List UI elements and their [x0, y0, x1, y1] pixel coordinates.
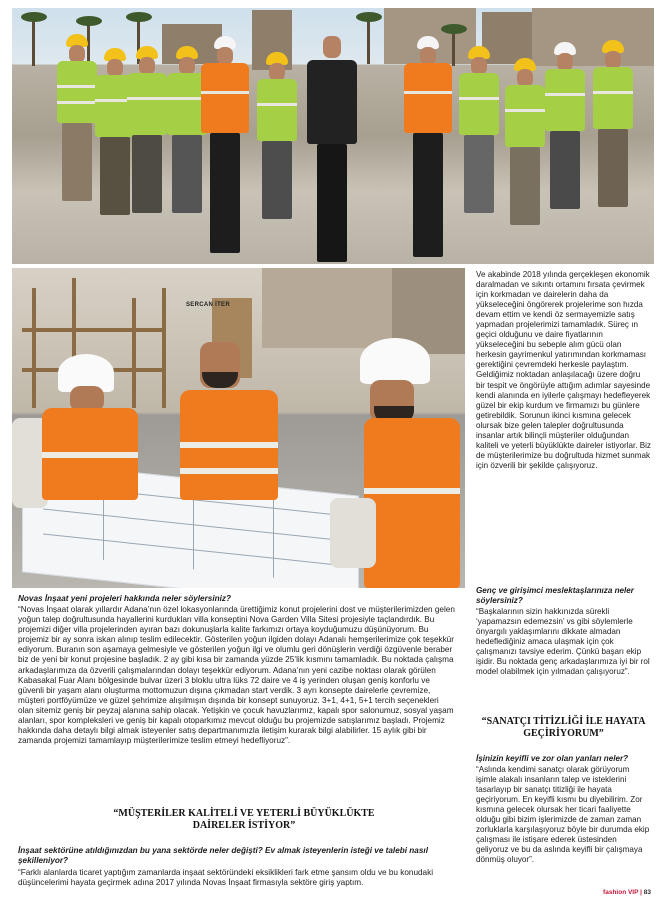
page-number: 83 — [643, 889, 651, 896]
group-photo — [12, 8, 654, 264]
answer-sector-change: “Farklı alanlarda ticaret yaptığım zamanlarda inşaat sektöründeki eksiklikleri fark etme şansım oldu ve bu konudaki düşüncelerimi hayata geçirmek adına 2017 yılında Novas İnşaat firmasıyla sektöre giriş yaptım. — [18, 868, 434, 888]
answer-pros-cons: “Aslında kendimi sanatçı olarak görüyorum işimle alakalı insanların talep ve isteklerini tasarlayıp bir sanatçı titizliği ile hayata geçiriyorum. En keyifli kısmı bu diyebilirim. Zor kısmına gelecek olursak her ticari faaliyette olduğu gibi bizim işlerimizde de zaman zaman zorluklarla karşılaşıyoruz böyle bir durumda ekip çalışması ile istişare ederek üstesinden geliyoruz ve bu da aslında keyifli bir çalışmaya dönmüş oluyor”. — [476, 765, 650, 865]
right-column-intro: Ve akabinde 2018 yılında gerçekleşen ekonomik daralmadan ve sıkıntı ortamını fırsata çevirmek için korkmadan ve dairelerin daha da yükseleceğini öngörerek projelerime son hızda devam ettim ve kendi öz sermayemizle satış yapmadan projelerimizi tamamladık. Süreç ın geçici olduğunu ve daire fiyatlarının yükseleceğini bu sebeple alım gücü olan herkesin gayrimenkul yatırımından korkmaması gerektiğini çevremdeki herkesle paylaştım. Geldiğimiz noktadan anlaşılacağı üzere doğru bir tespit ve öngörüyle attığım adımlar sayesinde kendi alanında en iyilerle çalışmayı hedefleyerek güzel bir ekip kurdum ve firmamızı bu günlere getirebildik. Sorunun ikinci kısmına gelecek olursak bize gelen talepler doğrultusunda insanlar artık bilinçli müşteriler olduğundan kaliteli ve yeterli büyüklükte daireler istiyorlar. Biz de müşterilerimize bu doğrultuda hizmet sunmak için özverili bir şekilde çalışıyoruz. — [476, 270, 651, 470]
pull-quote-artist: “SANATÇI TİTİZLİĞİ İLE HAYATA GEÇİRİYORUM” — [481, 716, 646, 739]
photo-credit: SERCAN İTER — [186, 302, 230, 308]
question-pros-cons: İşinizin keyifli ve zor olan yanları neler? — [476, 754, 629, 763]
question-new-projects: Novas İnşaat yeni projeleri hakkında neler söylersiniz? — [18, 594, 231, 603]
pull-quote-customers: “MÜŞTERİLER KALİTELİ VE YETERLİ BÜYÜKLÜKTE DAİRELER İSTİYOR” — [113, 808, 375, 831]
answer-young-entrepreneurs: “Başkalarının sizin hakkınızda sürekli ‘yapamazsın edemezsin’ vs gibi söylemlerle önyargılı yaklaşımlarını dikkate almadan hedeflediğiniz amaca ulaşmak için çok çalışmanızı tavsiye ederim. Çünkü başarı ekip işidir. Bu noktada genç arkadaşlarımıza iyi bir rol model olabilmek için yılmadan çalışıyoruz”. — [476, 607, 650, 677]
footer-brand: fashion VIP — [603, 889, 639, 896]
answer-new-projects: “Novas İnşaat olarak yıllardır Adana’nın özel lokasyonlarında ürettiğimiz konut projelerini dost ve müşterilerimizden gelen yoğun talep doğrultusunda hayallerini kurdukları villa konseptini Nova Garden Villa Sitesi projesiyle taçlandırdık. Bu projemizi diğer villa projelerinden ayıran bazı dokunuşlarla kalite farkımızı ortaya koyduğumuzu düşünüyorum. Bu projemiz bir ay sonra iskan alınıp teslim edilecektir. Gösterilen yoğun ilgiden dolayı Adanalı hemşerilerimize çok teşekkür ediyorum. Buranın son aşamaya gelmesiyle ve gösterilen yoğun ilgi ve olumlu geri dönüşlerin verdiği özgüvenle beraber biz de yeni bir konut projesine başladık. 2 ay gibi kısa bir zamanda yüzde 25’lik kısmını tamamladık. Bu noktada çalışma arkadaşlarımıza da özverili çalışmalarından dolayı teşekkür ediyorum. Adana’nın yeni cazibe noktası olarak görülen Kabasakal Fuar Alanı bölgesinde bulvar üzeri 3 bloklu ultra lüks 72 daire ve 4 iş yerinden oluşan geniş konforlu ve güvenli bir yaşam alanı oluşturma mottomuzun dışına çıkmadan start verdik. 3 ayrı konsepte dairelerle çevremize, müşteri portföyümüze ve güzel şehrimize alışılmışın dışında bir konsept sunuyoruz. 3+1, 4+1, 5+1 tercih seçenekleri olan sitemiz geniş bir peyzaj alanına sahip olacak. Yetişkin ve çocuk havuzlarımız, kapalı spor salonumuz, sosyal yaşam alanları, spor kompleksleri ve geniş bir kapalı otoparkımız mevcut olduğu bu projemizde satışlarımız başladı. Projemiz hakkında daha detaylı bilgi almak isteyenler satış departmanımızla iletişim kurarak bilgi alabilirler. 15 aylık gibi bir zamanda projemizi tamamlayıp müşterilerimize teslim etmeyi hedefliyoruz”. — [18, 605, 455, 746]
site-plan-photo — [12, 268, 465, 588]
question-sector-change: İnşaat sektörüne atıldığınızdan bu yana sektörde neler değişti? Ev almak isteyenlerin isteği ve talebi nasıl şekilleniyor? — [18, 846, 428, 866]
question-young-entrepreneurs: Genç ve girişimci meslektaşlarınıza neler söylersiniz? — [476, 586, 634, 606]
page-footer: fashion VIP | 83 — [603, 889, 651, 896]
